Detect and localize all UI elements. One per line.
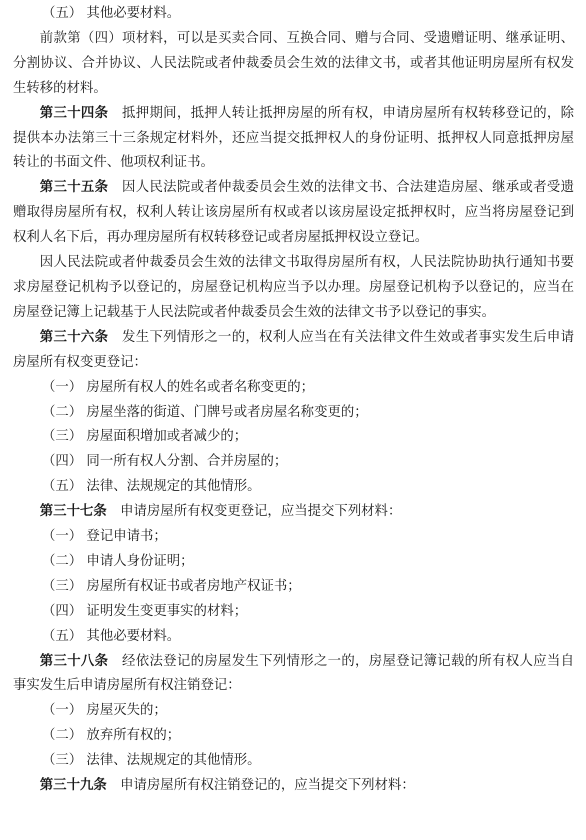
article-text: 发生下列情形之一的，权利人应当在有关法律文件生效或者事实发生后申请房屋所有权变更登记： [13, 329, 575, 370]
list-item: （三） 法律、法规规定的其他情形。 [42, 753, 261, 769]
list-item: （三） 房屋所有权证书或者房地产权证书； [42, 578, 301, 594]
paragraph: 因人民法院或者仲裁委员会生效的法律文书取得房屋所有权，人民法院协助执行通知书要求房屋登记机构予以登记的，房屋登记机构应当予以办理。房屋登记机构予以登记的，应当在房屋登记簿上记载基于人民法院或者仲裁委员会生效的法律文书予以登记的事实。 [13, 255, 574, 320]
article-heading: 第三十六条 [39, 329, 109, 345]
article-heading: 第三十七条 [39, 504, 107, 520]
article-heading: 第三十八条 [39, 653, 109, 669]
list-item: （二） 房屋坐落的街道、门牌号或者房屋名称变更的； [42, 404, 368, 420]
article-heading: 第三十九条 [39, 778, 107, 794]
article-paragraph [13, 774, 574, 799]
article-paragraph [13, 102, 574, 177]
list-item: （三） 房屋面积增加或者减少的； [42, 429, 248, 445]
article-text: 申请房屋所有权变更登记，应当提交下列材料： [120, 504, 402, 520]
list-item: （五） 其他必要材料。 [42, 6, 181, 21]
list-item: （四） 同一所有权人分割、合并房屋的； [42, 454, 288, 470]
list-item: （一） 房屋所有权人的姓名或者名称变更的； [42, 379, 315, 395]
list-item: （二） 申请人身份证明； [42, 553, 194, 569]
article-text: 申请房屋所有权注销登记的，应当提交下列材料： [120, 778, 415, 794]
article-paragraph [13, 500, 574, 525]
list-item: （一） 登记申请书； [42, 529, 167, 545]
list-item: （二） 放弃所有权的； [42, 728, 181, 744]
article-text: 经依法登记的房屋发生下列情形之一的，房屋登记簿记载的所有权人应当自事实发生后申请房屋所有权注销登记： [13, 653, 575, 694]
article-text: 抵押期间，抵押人转让抵押房屋的所有权，申请房屋所有权转移登记的，除提供本办法第三十三条规定材料外，还应当提交抵押权人的身份证明、抵押权人同意抵押房屋转让的书面文件、他项权利证书。 [13, 105, 575, 171]
article-text: 因人民法院或者仲裁委员会生效的法律文书、合法建造房屋、继承或者受遗赠取得房屋所有权，权利人转让该房屋所有权或者以该房屋设定抵押权时，应当将房屋登记到权利人名下后，再办理房屋所有权转移登记或者房屋抵押权设立登记。 [13, 180, 575, 246]
list-item: （一） 房屋灭失的； [42, 703, 167, 719]
article-heading: 第三十四条 [39, 105, 109, 121]
article-paragraph [13, 326, 574, 376]
document-body [13, 2, 574, 799]
list-item: （五） 其他必要材料。 [42, 628, 181, 644]
paragraph: 前款第（四）项材料，可以是买卖合同、互换合同、赠与合同、受遗赠证明、继承证明、分割协议、合并协议、人民法院或者仲裁委员会生效的法律文书，或者其他证明房屋所有权发生转移的材料。 [13, 30, 574, 96]
list-item: （五） 法律、法规规定的其他情形。 [42, 479, 261, 495]
article-paragraph [13, 176, 574, 251]
list-item: （四） 证明发生变更事实的材料； [42, 603, 248, 619]
article-heading: 第三十五条 [39, 180, 109, 196]
article-paragraph [13, 650, 574, 700]
